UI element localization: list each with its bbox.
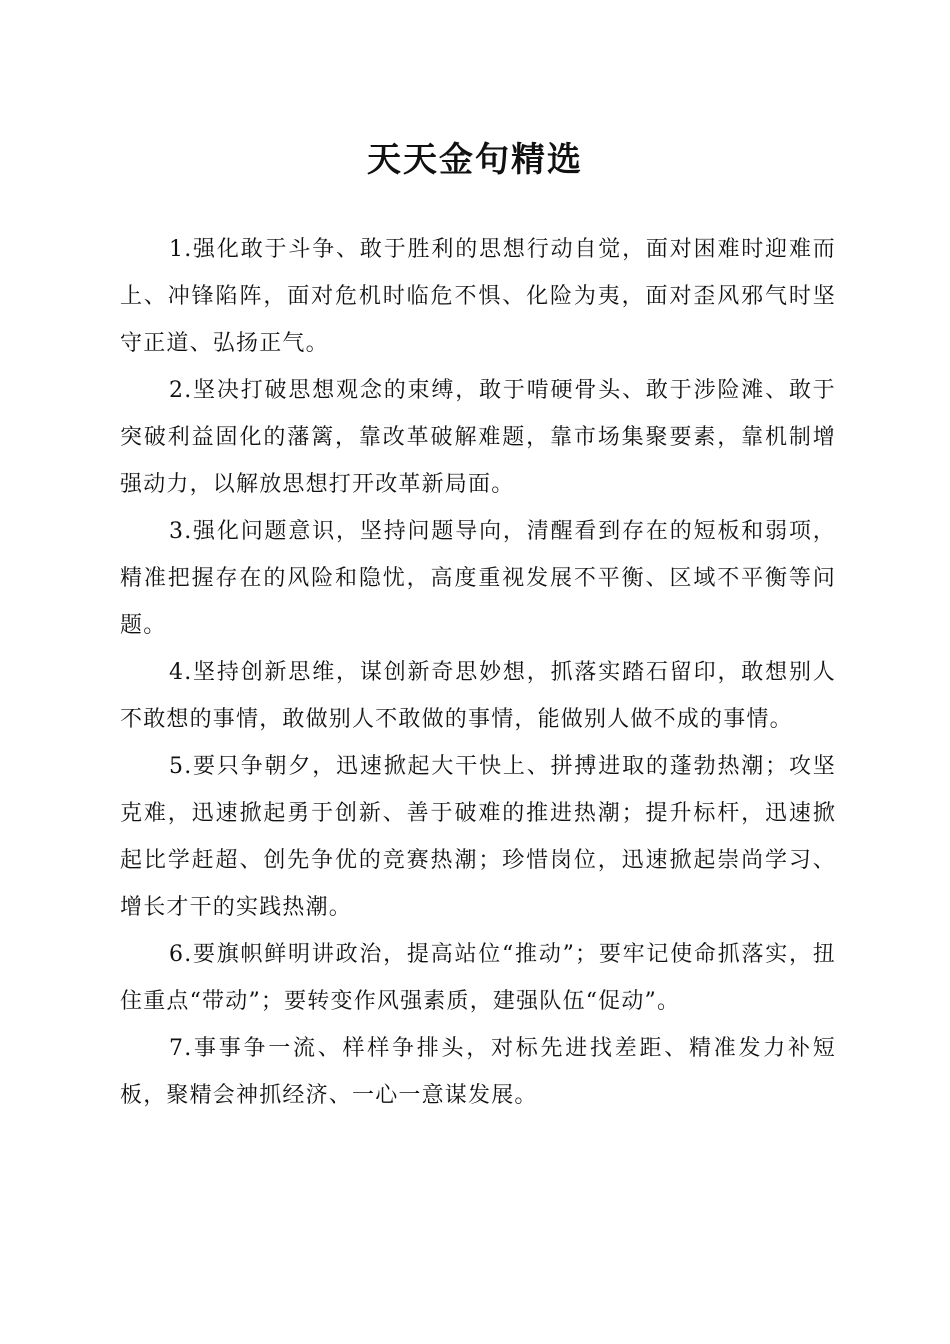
paragraph-3: 3.强化问题意识，坚持问题导向，清醒看到存在的短板和弱项，精准把握存在的风险和隐忧，高度重视发展不平衡、区域不平衡等问题。 xyxy=(120,519,836,638)
document-title: 天天金句精选 xyxy=(367,140,583,180)
paragraph-5: 5.要只争朝夕，迅速掀起大干快上、拼搏进取的蓬勃热潮；攻坚克难，迅速掀起勇于创新、善于破难的推进热潮；提升标杆，迅速掀起比学赶超、创先争优的竞赛热潮；珍惜岗位，迅速掀起崇尚学习、增长才干的实践热潮。 xyxy=(120,754,836,920)
paragraph-4: 4.坚持创新思维，谋创新奇思妙想，抓落实踏石留印，敢想别人不敢想的事情，敢做别人不敢做的事情，能做别人做不成的事情。 xyxy=(120,660,836,732)
paragraph-1: 1.强化敢于斗争、敢于胜利的思想行动自觉，面对困难时迎难而上、冲锋陷阵，面对危机时临危不惧、化险为夷，面对歪风邪气时坚守正道、弘扬正气。 xyxy=(120,237,836,356)
paragraph-2: 2.坚决打破思想观念的束缚，敢于啃硬骨头、敢于涉险滩、敢于突破利益固化的藩篱，靠改革破解难题，靠市场集聚要素，靠机制增强动力，以解放思想打开改革新局面。 xyxy=(120,378,836,497)
paragraph-7: 7.事事争一流、样样争排头，对标先进找差距、精准发力补短板，聚精会神抓经济、一心一意谋发展。 xyxy=(120,1036,836,1108)
paragraph-6: 6.要旗帜鲜明讲政治，提高站位“推动”；要牢记使命抓落实，扭住重点“带动”；要转变作风强素质，建强队伍“促动”。 xyxy=(120,942,836,1014)
document-body xyxy=(120,226,836,1119)
